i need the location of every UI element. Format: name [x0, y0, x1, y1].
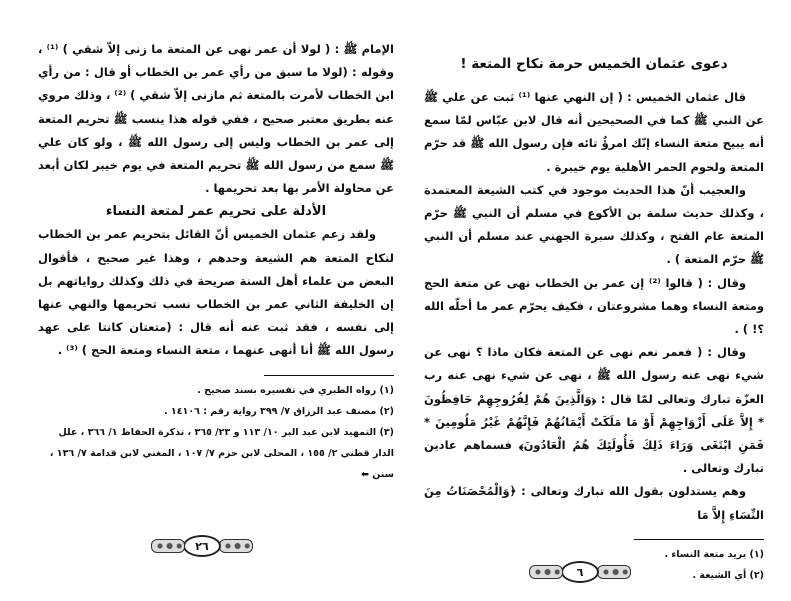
right-paragraph-1: قال عثمان الخميس : ( إن النهي عنها ⁽¹⁾ ثبت عن علي ﷺ عن النبي ﷺ كما في الصحيحين أنه قال لابن عبّاس لمّا سمع أنه يبيح متعة النساء إنّك امرؤٌ تائه فإن رسول الله ﷺ قد حرّم المتعة ولحوم الحمر الأهلية يوم خيبرة . — [424, 90, 764, 174]
footnote-2: (٢) مصنف عبد الرزاق ٧/ ٣٩٩ رواية رقم : ١٤١٠٦ . — [163, 405, 394, 417]
ornament-flourish-icon — [151, 539, 185, 553]
right-paragraph-4: وقال : ( فعمر نعم نهى عن المتعة فكان ماذا ؟ نهى عن شيء نهى عنه رسول الله ﷺ ، نهى عن شيء نهى عنه رب العزّة تبارك وتعالى لمّا قال : ﴿وَالَّذِينَ هُمْ لِفُرُوجِهِمْ حَافِظُونَ * إِلاَّ عَلَى أَزْوَاجِهِمْ أَوْ مَا مَلَكَتْ أَيْمَانُهُمْ فَإِنَّهُمْ غَيْرُ مَلُومِينَ * فَمَنِ ابْتَغَى وَرَاءَ ذَلِكَ فَأُولَئِكَ هُمُ الْعَادُونَ﴾ فسماهم عادين تبارك وتعالى . — [424, 345, 764, 476]
page-number-ornament — [526, 562, 634, 582]
right-page — [400, 0, 791, 601]
footnote-separator — [634, 539, 764, 540]
left-paragraph-2: ولقد زعم عثمان الخميس أنّ القائل بتحريم عمر بن الخطاب لنكاح المتعة هم الشيعة وحدهم ، وهذا غير صحيح ، فأقوال البعض من علماء أهل السنة صريحة في ذلك وكذلك رواياتهم بل إن الخليفة الثاني عمر بن الخطاب نسب تحريمها والنهي عنها إلى نفسه ، فقد ثبت عنه أنه قال : (متعتان كانتا على عهد رسول الله ﷺ أنا أنهى عنهما ، متعة النساء ومتعة الحج ) ⁽³⁾ . — [38, 227, 394, 358]
page-number: ٢٦ — [183, 535, 221, 557]
ornament-flourish-icon — [597, 565, 631, 579]
footnote-1: (١) رواه الطبري في تفسيره بسند صحيح . — [197, 384, 394, 396]
left-page-column — [38, 38, 394, 485]
ornament-flourish-icon — [219, 539, 253, 553]
right-paragraph-5: وهم يستدلون بقول الله تبارك وتعالى : ﴿وَالْمُحْصَنَاتُ مِنَ النِّسَاءِ إِلاَّ مَا — [424, 484, 764, 522]
page-number-ornament — [148, 536, 256, 556]
footnote-2: (٢) أي الشيعة . — [692, 569, 764, 581]
right-paragraph-2: والعجيب أنّ هذا الحديث موجود في كتب الشيعة المعتمدة ، وكذلك حديث سلمة بن الأكوع في مسلم أن النبي ﷺ حرّم المتعة عام الفتح ، وكذلك سبرة الجهني عند مسلم أن النبي ﷺ حرّم المتعة ) . — [424, 182, 764, 267]
footnote-3: (٣) التمهيد لابن عبد البر ١٠/ ١١٣ و ٢٣/ ٣٦٥ ، تذكرة الحفاظ ١/ ٣٦٦ ، علل الدار قطني ٢/ ١٥٥ ، المحلى لابن حزم ٧/ ١٠٧ ، المغني لابن قدامة ٧/ ١٣٦ ، سنن ⬅ — [49, 426, 394, 480]
right-paragraph-3: وقال : ( قالوا ⁽²⁾ إن عمر بن الخطاب نهى عن متعة الحج ومتعة النساء وهما مشروعتان ، فكيف يحرّم عمر ما أحلّه الله ؟! ) . — [424, 275, 764, 337]
page-number: ٦ — [561, 561, 599, 583]
chapter-title: دعوى عثمان الخميس حرمة نكاح المتعة ! — [460, 56, 728, 72]
ornament-flourish-icon — [529, 565, 563, 579]
section-title: الأدلة على تحريم عمر لمتعة النساء — [105, 204, 327, 220]
right-page-column — [424, 38, 764, 586]
left-paragraph-1: الإمام ﷺ : ( لولا أن عمر نهى عن المتعة ما زنى إلاّ شقي ) ⁽¹⁾ ، وقوله : (لولا ما سبق من رأي عمر بن الخطاب أو قال : من رأي ابن الخطاب لأمرت بالمتعة ثم مازنى إلاّ شقي ) ⁽²⁾ ، وذلك مروي عنه بطريق معتبر صحيح ، ففي قوله هذا ينسب ﷺ تحريم المتعة إلى عمر بن الخطاب وليس إلى رسول الله ﷺ ، ولو كان علي ﷺ سمع من رسول الله ﷺ تحريم المتعة في يوم خيبر لكان أبعد عن محاولة الأمر بها بعد تحريمها . — [38, 42, 394, 196]
footnote-1: (١) يريد متعة النساء . — [664, 548, 764, 560]
footnote-separator — [264, 375, 394, 376]
